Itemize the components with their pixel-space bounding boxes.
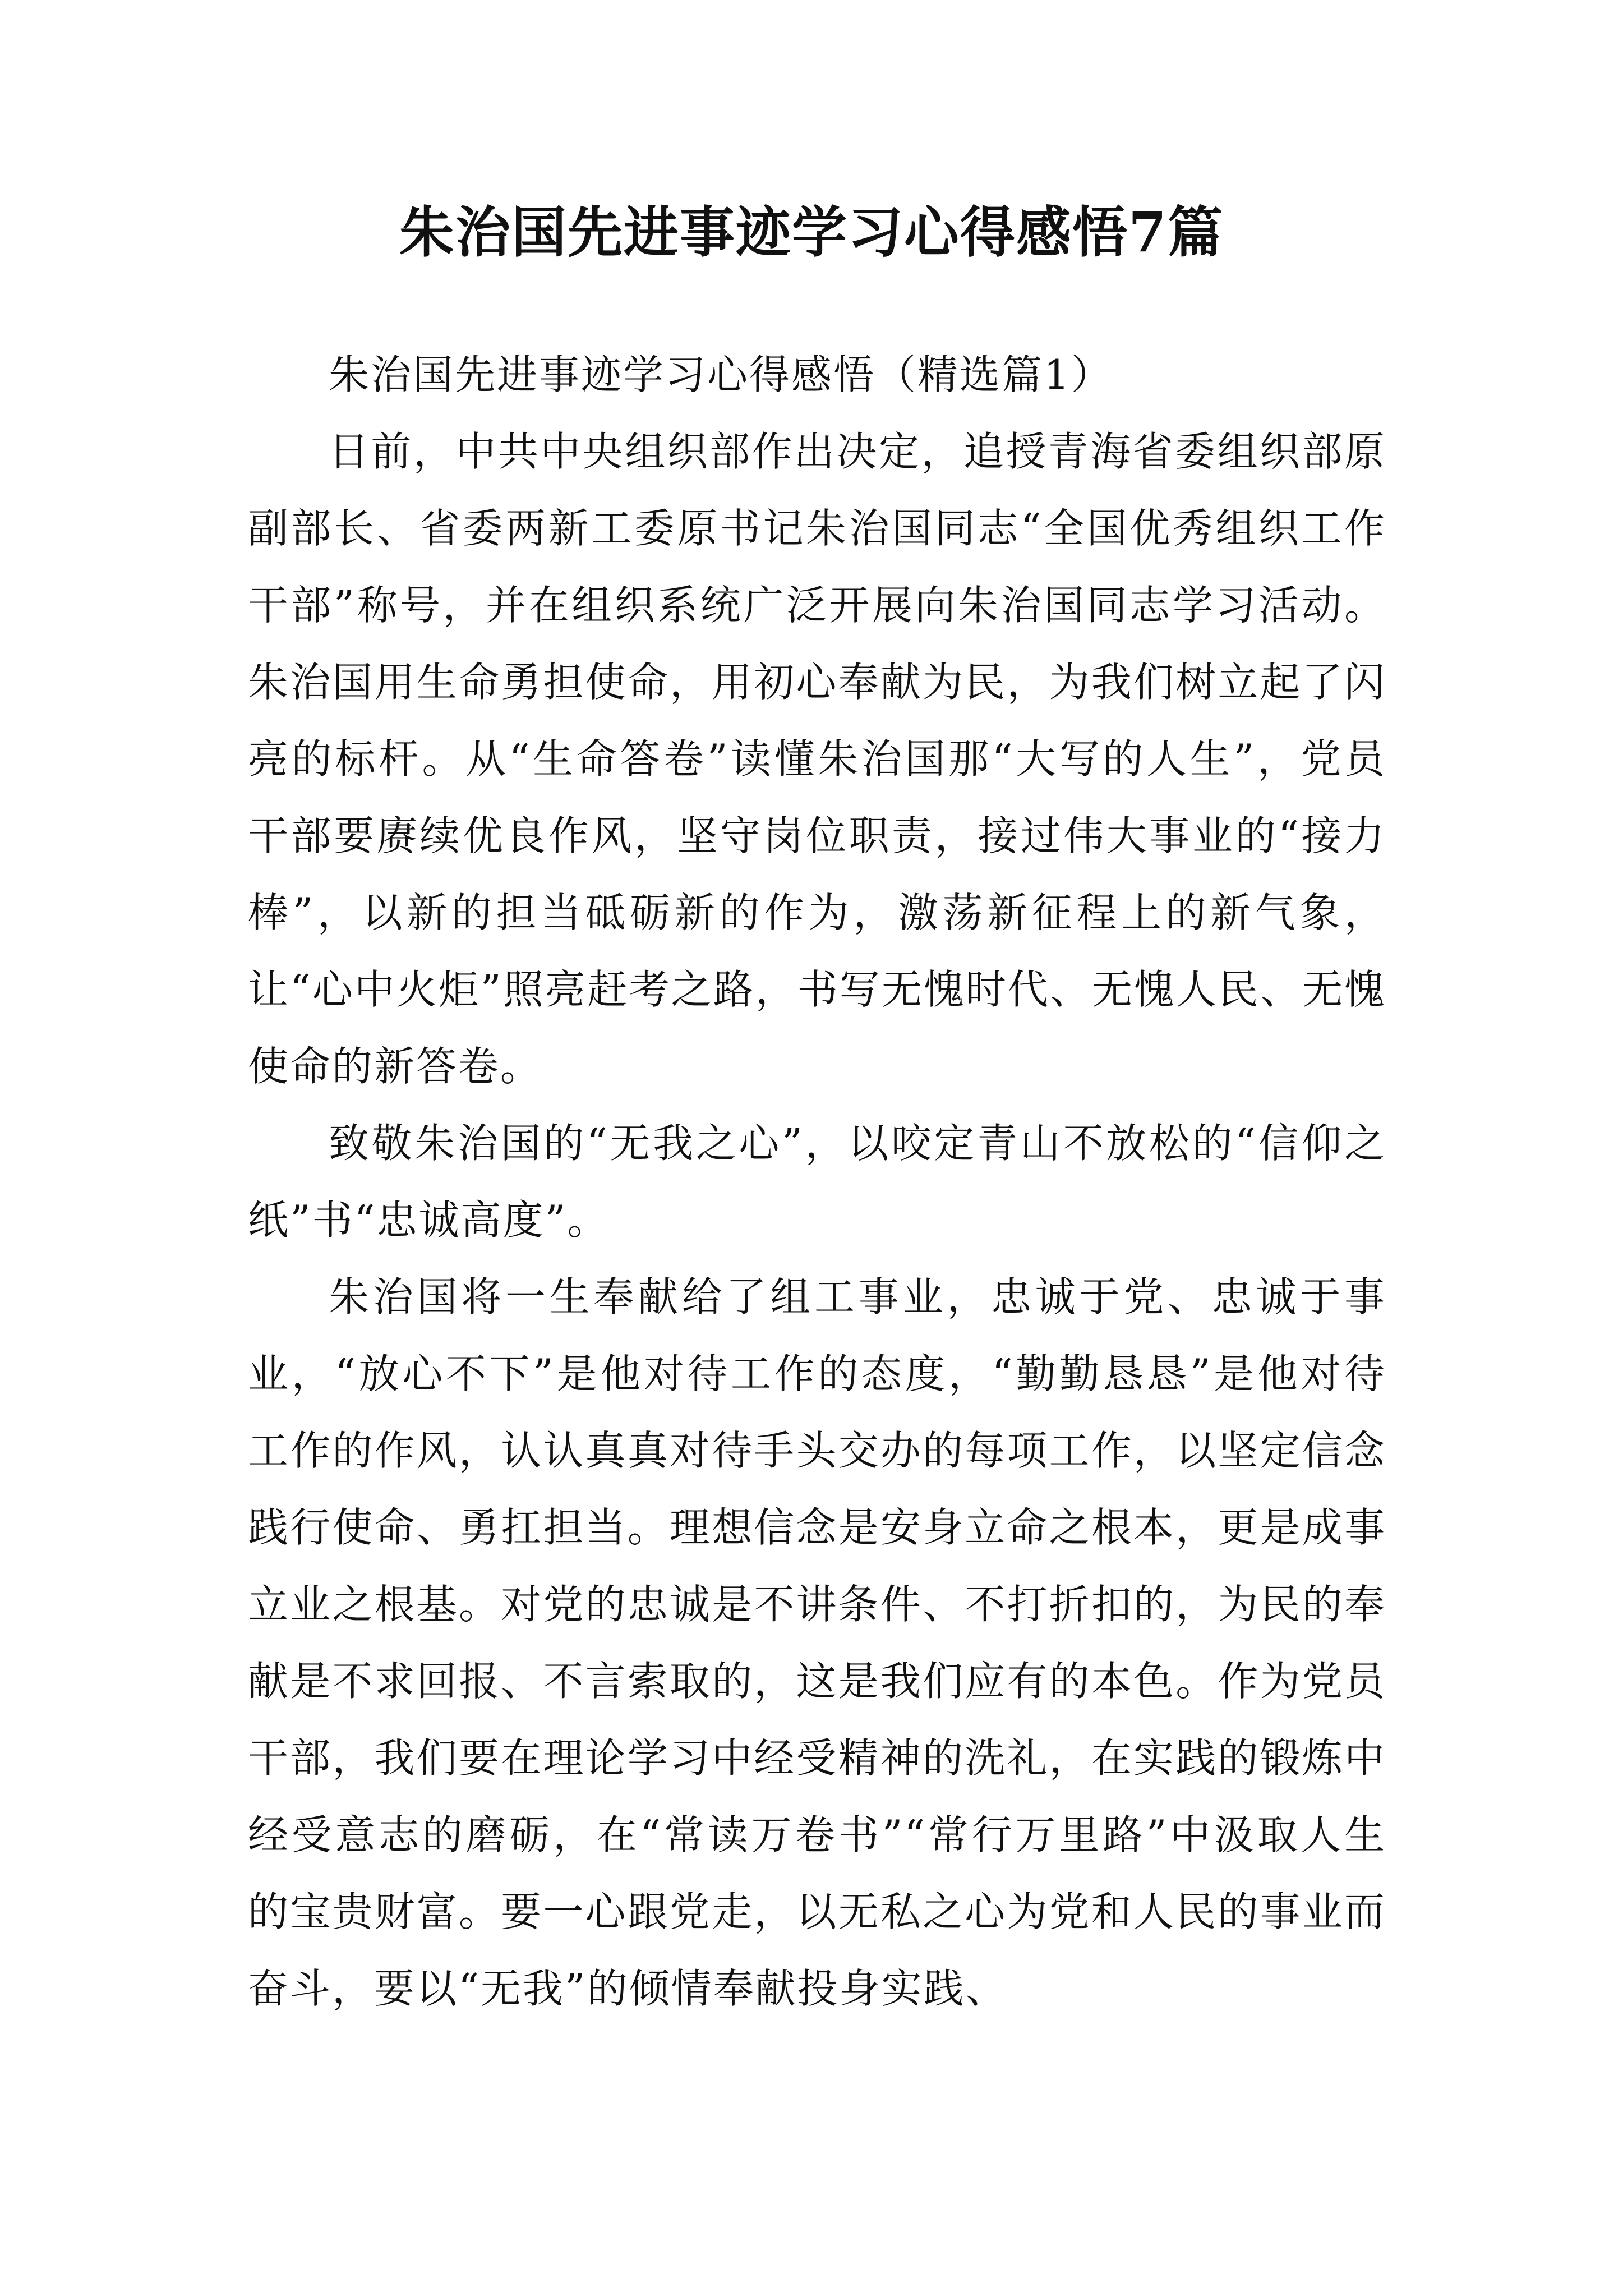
section-heading: 朱治国先进事迹学习心得感悟（精选篇1） bbox=[329, 351, 1113, 398]
body-paragraph: 致敬朱治国的“无我之心”，以咬定青山不放松的“信仰之纸”书“忠诚高度”。 bbox=[248, 1120, 1386, 1244]
document-body bbox=[248, 337, 1386, 2027]
body-paragraph: 日前，中共中央组织部作出决定，追授青海省委组织部原副部长、省委两新工委原书记朱治国同志“全国优秀组织工作干部”称号，并在组织系统广泛开展向朱治国同志学习活动。朱治国用生命勇担使命，用初心奉献为民，为我们树立起了闪亮的标杆。从“生命答卷”读懂朱治国那“大写的人生”，党员干部要赓续优良作风，坚守岗位职责，接过伟大事业的“接力棒”，以新的担当砥砺新的作为，激荡新征程上的新气象，让“心中火炬”照亮赶考之路，书写无愧时代、无愧人民、无愧使命的新答卷。 bbox=[248, 428, 1386, 1090]
body-paragraph: 朱治国将一生奉献给了组工事业，忠诚于党、忠诚于事业，“放心不下”是他对待工作的态度，“勤勤恳恳”是他对待工作的作风，认认真真对待手头交办的每项工作，以坚定信念践行使命、勇扛担当。理想信念是安身立命之根本，更是成事立业之根基。对党的忠诚是不讲条件、不打折扣的，为民的奉献是不求回报、不言索取的，这是我们应有的本色。作为党员干部，我们要在理论学习中经受精神的洗礼，在实践的锻炼中经受意志的磨砺，在“常读万卷书”“常行万里路”中汲取人生的宝贵财富。要一心跟党走，以无私之心为党和人民的事业而奋斗，要以“无我”的倾情奉献投身实践、 bbox=[248, 1273, 1386, 2012]
document-title: 朱治国先进事迹学习心得感悟7篇 bbox=[399, 200, 1224, 265]
